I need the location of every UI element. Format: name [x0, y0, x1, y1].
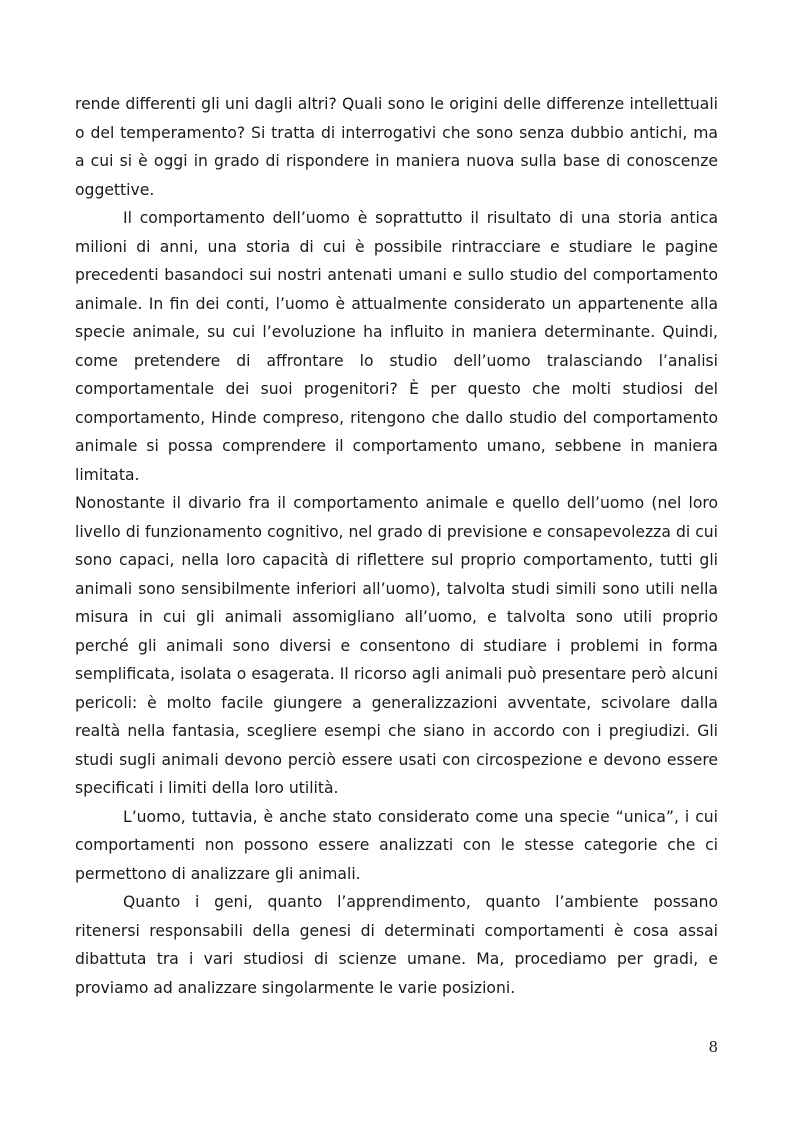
paragraph-4: L’uomo, tuttavia, è anche stato considerato come una specie “unica”, i cui comportamenti non possono essere analizzati con le stesse categorie che ci permettono di analizzare gli animali. — [75, 807, 718, 883]
body-text — [75, 90, 718, 1002]
page-number: 8 — [708, 1038, 718, 1056]
paragraph-2: Il comportamento dell’uomo è soprattutto il risultato di una storia antica milioni di anni, una storia di cui è possibile rintracciare e studiare le pagine precedenti basandoci sui nostri antenati umani e sullo studio del comportamento animale. In fin dei conti, l’uomo è attualmente considerato un appartenente alla specie animale, su cui l’evoluzione ha influito in maniera determinante. Quindi, come pretendere di affrontare lo studio dell’uomo tralasciando l’analisi comportamentale dei suoi progenitori? È per questo che molti studiosi del comportamento, Hinde compreso, ritengono che dallo studio del comportamento animale si possa comprendere il comportamento umano, sebbene in maniera limitata. — [75, 209, 718, 484]
paragraph-1: rende differenti gli uni dagli altri? Quali sono le origini delle differenze intellettuali o del temperamento? Si tratta di interrogativi che sono senza dubbio antichi, ma a cui si è oggi in grado di rispondere in maniera nuova sulla base di conoscenze oggettive. — [75, 95, 718, 199]
paragraph-5: Quanto i geni, quanto l’apprendimento, quanto l’ambiente possano ritenersi responsabili della genesi di determinati comportamenti è cosa assai dibattuta tra i vari studiosi di scienze umane. Ma, procediamo per gradi, e proviamo ad analizzare singolarmente le varie posizioni. — [75, 893, 718, 997]
paragraph-3: Nonostante il divario fra il comportamento animale e quello dell’uomo (nel loro livello di funzionamento cognitivo, nel grado di previsione e consapevolezza di cui sono capaci, nella loro capacità di riflettere sul proprio comportamento, tutti gli animali sono sensibilmente inferiori all’uomo), talvolta studi simili sono utili nella misura in cui gli animali assomigliano all’uomo, e talvolta sono utili proprio perché gli animali sono diversi e consentono di studiare i problemi in forma semplificata, isolata o esagerata. Il ricorso agli animali può presentare però alcuni pericoli: è molto facile giungere a generalizzazioni avventate, scivolare dalla realtà nella fantasia, scegliere esempi che siano in accordo con i pregiudizi. Gli studi sugli animali devono perciò essere usati con circospezione e devono essere specificati i limiti della loro utilità. — [75, 494, 718, 797]
